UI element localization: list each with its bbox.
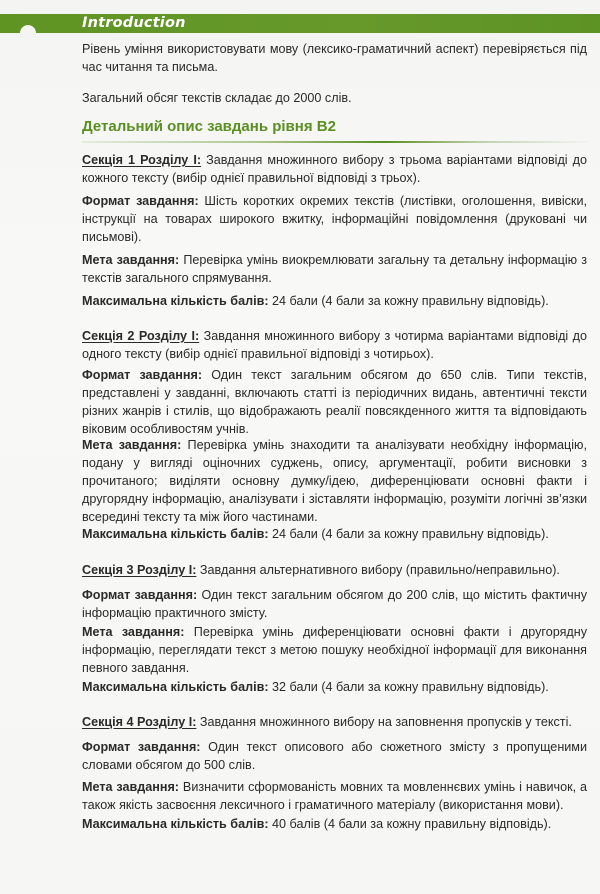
score-text: 24 бали (4 бали за кожну правильну відповідь). xyxy=(268,527,549,541)
intro-paragraph: Загальний обсяг текстів складає до 2000 слів. xyxy=(82,91,352,105)
section-label: Секція 3 Розділу І: xyxy=(82,563,197,577)
section-4-goal xyxy=(82,778,587,814)
section-1-score xyxy=(82,292,587,310)
score-text: 24 бали (4 бали за кожну правильну відповідь). xyxy=(268,294,549,308)
goal-label: Мета завдання: xyxy=(82,625,185,639)
section-4-title xyxy=(82,713,587,731)
heading-underline-divider xyxy=(82,141,587,143)
section-heading: Детальний опис завдань рівня B2 xyxy=(82,118,336,135)
section-1-format xyxy=(82,192,587,246)
goal-text: Визначити сформованість мовних та мовленнєвих умінь і навичок, а також якість засвоєння лексичного і граматичного матеріалу (використання мови). xyxy=(82,780,588,812)
section-3-title xyxy=(82,561,587,579)
section-2-title xyxy=(82,327,587,363)
score-text: 40 балів (4 бали за кожну правильну відповідь). xyxy=(268,817,552,831)
format-label: Формат завдання: xyxy=(82,368,203,382)
format-text: Один текст загальним обсягом до 200 слів, що містить фактичну інформацію практичного змісту. xyxy=(82,588,587,620)
format-text: Один текст описового або сюжетного змісту з пропущеними словами обсягом до 500 слів. xyxy=(82,740,587,772)
section-label: Секція 1 Розділу І: xyxy=(82,153,202,167)
section-2-goal xyxy=(82,436,587,526)
section-description: Завдання множинного вибору з трьома варіантами відповіді до кожного тексту (вибір однієї правильної відповіді з трьох). xyxy=(82,153,587,185)
format-label: Формат завдання: xyxy=(82,740,201,754)
goal-label: Мета завдання: xyxy=(82,438,182,452)
section-description: Завдання множинного вибору з чотирма варіантами відповіді до одного тексту (вибір однієї правильної відповіді з чотирьох). xyxy=(82,329,588,361)
intro-paragraph: Рівень уміння використовувати мову (лексико-граматичний аспект) перевіряється під час читання та письма. xyxy=(82,42,587,74)
goal-text: Перевірка умінь знаходити та аналізувати необхідну інформацію, подану у вигляді оціночних суджень, опису, аргументації, робити висновки з прочитаного; виділяти основну думку/ідею, диференціювати основні факти і другорядну інформацію, аналізувати і зіставляти інформацію, розуміти логічні зв’язки всередині тексту та між його частинами. xyxy=(82,438,587,524)
goal-label: Мета завдання: xyxy=(82,253,180,267)
goal-text: Перевірка умінь диференціювати основні факти і другорядну інформацію, переглядати текст з метою пошуку необхідної інформації для виконання певного завдання. xyxy=(82,625,587,675)
score-label: Максимальна кількість балів: xyxy=(82,817,269,831)
section-4-format xyxy=(82,738,587,774)
section-2-format xyxy=(82,366,587,438)
section-1-goal xyxy=(82,251,587,287)
section-3-format xyxy=(82,586,587,622)
format-label: Формат завдання: xyxy=(82,588,198,602)
score-label: Максимальна кількість балів: xyxy=(82,527,269,541)
score-label: Максимальна кількість балів: xyxy=(82,680,269,694)
section-3-score xyxy=(82,678,587,696)
score-label: Максимальна кількість балів: xyxy=(82,294,269,308)
section-3-goal xyxy=(82,623,587,677)
section-description: Завдання множинного вибору на заповнення пропусків у тексті. xyxy=(196,715,572,729)
section-1-title xyxy=(82,151,587,187)
format-text: Шість коротких окремих текстів (листівки, оголошення, вивіски, інструкції на товарах широкого вжитку, інформаційні повідомлення (друковані чи письмові). xyxy=(82,194,587,244)
format-text: Один текст загальним обсягом до 650 слів. Типи текстів, представлені у завданні, включають статті із періодичних видань, автентичні тексти різних жанрів і стилів, що відображають реалії повсякденного життя та відповідають віковим особливостям учнів. xyxy=(82,368,587,436)
header-notch-decoration xyxy=(20,25,36,41)
section-4-score xyxy=(82,815,587,833)
section-2-score xyxy=(82,525,587,543)
section-description: Завдання альтернативного вибору (правильно/неправильно). xyxy=(196,563,560,577)
section-label: Секція 4 Розділу І: xyxy=(82,715,197,729)
score-text: 32 бали (4 бали за кожну правильну відповідь). xyxy=(268,680,549,694)
goal-text: Перевірка умінь виокремлювати загальну та детальну інформацію з текстів загального спрямування. xyxy=(82,253,587,285)
chapter-title: Introduction xyxy=(82,15,186,31)
section-label: Секція 2 Розділу І: xyxy=(82,329,200,343)
goal-label: Мета завдання: xyxy=(82,780,180,794)
format-label: Формат завдання: xyxy=(82,194,199,208)
